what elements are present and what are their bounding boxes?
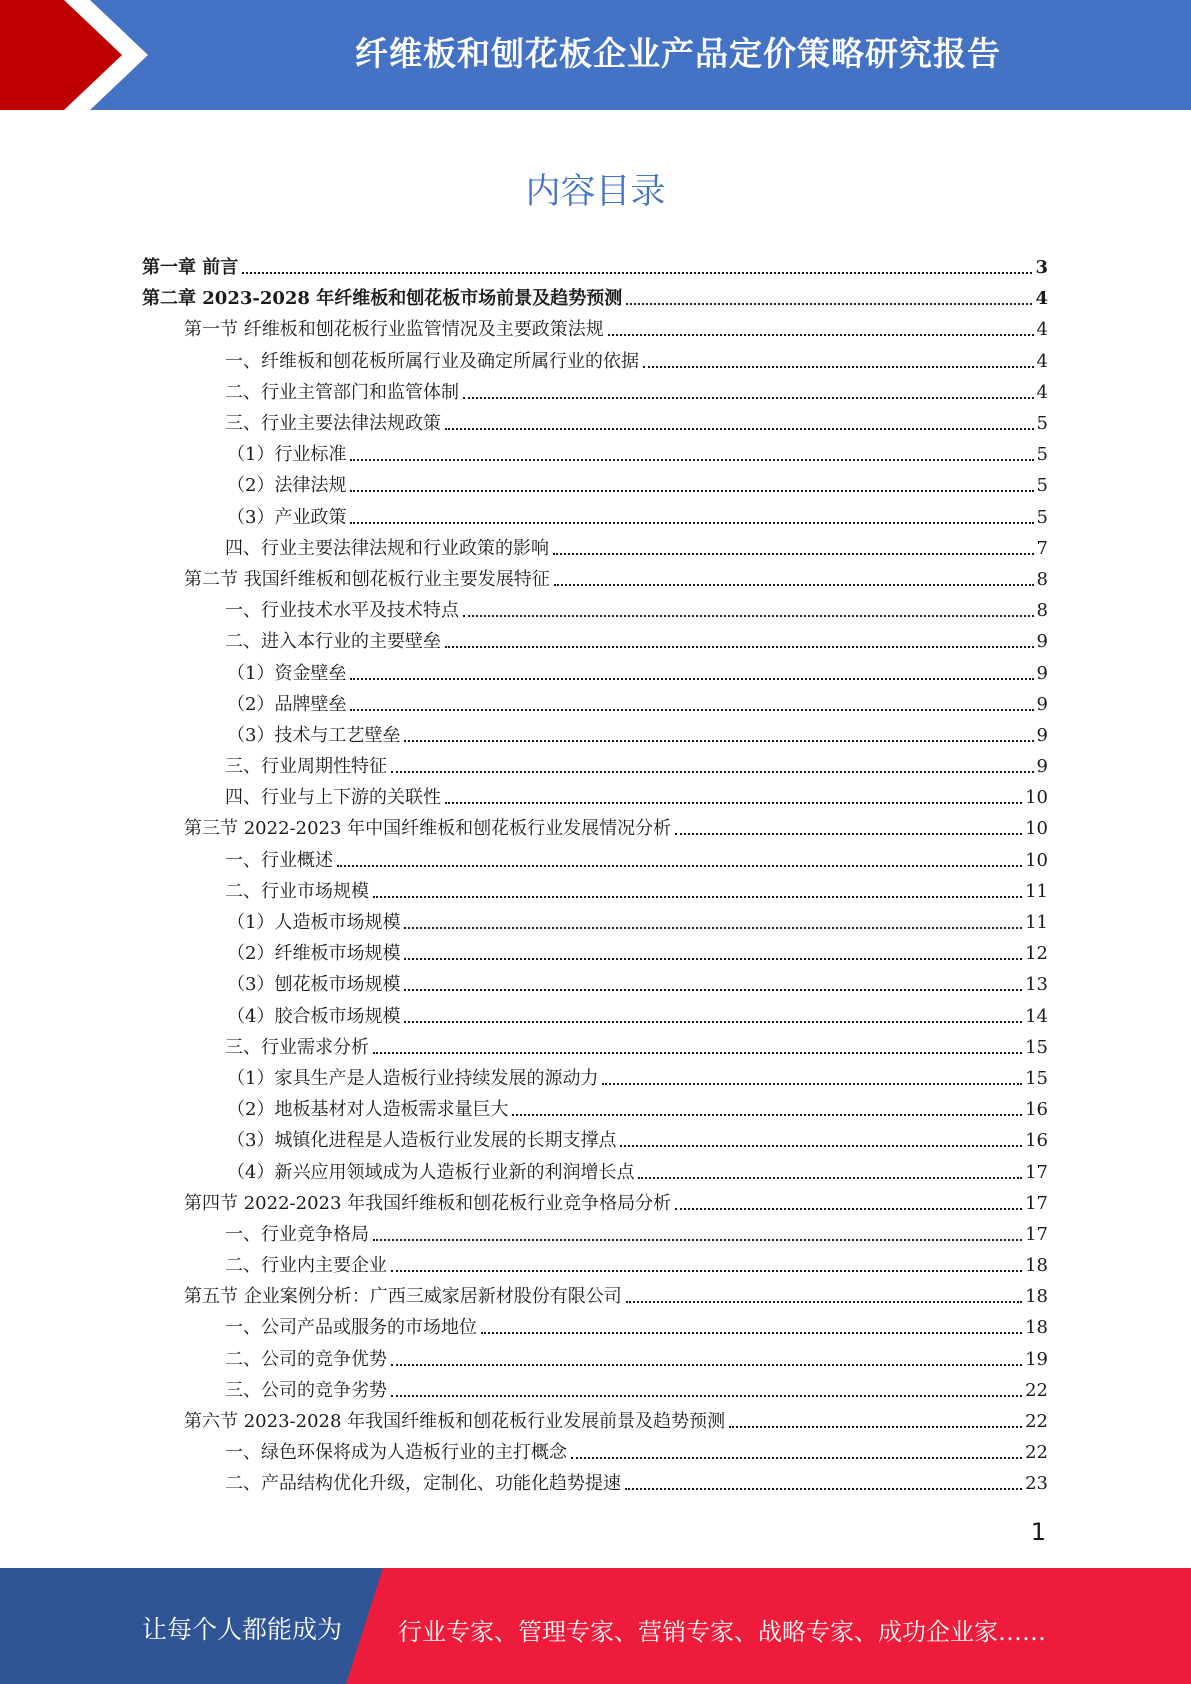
toc-entry-title: （2）地板基材对人造板需求量巨大	[227, 1099, 509, 1121]
toc-dot-leader	[602, 1082, 1022, 1085]
toc-dot-leader	[554, 583, 1034, 586]
toc-entry[interactable]	[142, 720, 1048, 751]
toc-entry-page: 5	[1036, 444, 1048, 466]
toc-entry[interactable]	[142, 502, 1048, 533]
toc-entry[interactable]	[142, 907, 1048, 938]
toc-entry-title: （2）品牌壁垒	[227, 693, 347, 715]
toc-entry[interactable]	[142, 1437, 1048, 1468]
toc-entry[interactable]	[142, 1094, 1048, 1125]
toc-entry-page: 15	[1025, 1036, 1048, 1058]
toc-entry[interactable]	[142, 782, 1048, 813]
toc-entry-title: 二、行业市场规模	[225, 880, 369, 902]
toc-entry-page: 22	[1025, 1411, 1048, 1433]
toc-entry[interactable]	[142, 314, 1048, 345]
toc-entry[interactable]	[142, 1219, 1048, 1250]
toc-entry-page: 5	[1036, 475, 1048, 497]
toc-dot-leader	[512, 1113, 1022, 1116]
toc-dot-leader	[404, 957, 1022, 960]
toc-entry[interactable]	[142, 1250, 1048, 1281]
footer-slogan-left: 让每个人都能成为	[142, 1615, 343, 1644]
toc-entry-page: 17	[1025, 1192, 1048, 1214]
toc-entry-page: 13	[1025, 974, 1048, 996]
toc-entry[interactable]	[142, 876, 1048, 907]
toc-dot-leader	[675, 832, 1022, 835]
toc-entry-title: 第二章 2023-2028 年纤维板和刨花板市场前景及趋势预测	[142, 288, 623, 310]
toc-entry-title: 三、行业周期性特征	[225, 756, 387, 778]
toc-dot-leader	[445, 645, 1034, 648]
toc-entry[interactable]	[142, 439, 1048, 470]
toc-entry-page: 23	[1025, 1473, 1048, 1495]
toc-entry-page: 10	[1025, 787, 1048, 809]
toc-entry-title: （1）资金壁垒	[227, 662, 347, 684]
table-of-contents	[142, 252, 1048, 1500]
toc-entry-page: 12	[1025, 943, 1048, 965]
toc-entry-page: 15	[1025, 1067, 1048, 1089]
toc-entry-title: （3）刨花板市场规模	[227, 974, 401, 996]
toc-entry[interactable]	[142, 1156, 1048, 1187]
toc-dot-leader	[625, 1487, 1022, 1490]
toc-dot-leader	[626, 1300, 1022, 1303]
toc-dot-leader	[445, 801, 1022, 804]
toc-heading: 内容目录	[525, 172, 666, 212]
toc-entry[interactable]	[142, 813, 1048, 844]
toc-entry-title: （4）新兴应用领域成为人造板行业新的利润增长点	[227, 1161, 635, 1183]
toc-entry-title: 一、绿色环保将成为人造板行业的主打概念	[225, 1442, 567, 1464]
toc-entry[interactable]	[142, 1406, 1048, 1437]
toc-dot-leader	[729, 1425, 1022, 1428]
toc-entry[interactable]	[142, 252, 1048, 283]
toc-entry-title: （1）行业标准	[227, 444, 347, 466]
toc-dot-leader	[404, 1020, 1022, 1023]
toc-entry-page: 7	[1036, 537, 1048, 559]
toc-dot-leader	[571, 1456, 1022, 1459]
toc-dot-leader	[373, 1051, 1022, 1054]
header-banner	[0, 0, 1191, 110]
toc-dot-leader	[445, 427, 1034, 430]
toc-entry-title: 二、进入本行业的主要壁垒	[225, 631, 441, 653]
toc-dot-leader	[608, 333, 1034, 336]
toc-entry[interactable]	[142, 1312, 1048, 1343]
toc-entry-title: （2）纤维板市场规模	[227, 943, 401, 965]
toc-dot-leader	[350, 521, 1033, 524]
report-title: 纤维板和刨花板企业产品定价策略研究报告	[355, 34, 1001, 73]
toc-dot-leader	[638, 1176, 1022, 1179]
toc-entry[interactable]	[142, 626, 1048, 657]
toc-entry-page: 11	[1025, 880, 1048, 902]
toc-entry-page: 16	[1025, 1130, 1048, 1152]
toc-entry-page: 19	[1025, 1348, 1048, 1370]
toc-dot-leader	[463, 614, 1034, 617]
toc-entry-page: 4	[1036, 319, 1048, 341]
toc-entry-page: 9	[1036, 631, 1048, 653]
toc-entry-title: 一、行业竞争格局	[225, 1223, 369, 1245]
toc-entry-page: 5	[1036, 506, 1048, 528]
toc-entry[interactable]	[142, 1281, 1048, 1312]
toc-entry-page: 9	[1036, 756, 1048, 778]
toc-entry-title: 第四节 2022-2023 年我国纤维板和刨花板行业竞争格局分析	[184, 1192, 672, 1214]
toc-entry[interactable]	[142, 346, 1048, 377]
toc-entry[interactable]	[142, 408, 1048, 439]
toc-entry-page: 11	[1025, 912, 1048, 934]
toc-dot-leader	[626, 302, 1032, 305]
toc-entry-page: 10	[1025, 849, 1048, 871]
toc-dot-leader	[553, 552, 1034, 555]
toc-dot-leader	[404, 988, 1022, 991]
toc-entry[interactable]	[142, 1375, 1048, 1406]
toc-dot-leader	[350, 458, 1033, 461]
toc-entry-title: 二、公司的竞争优势	[225, 1348, 387, 1370]
footer-banner	[0, 1568, 1191, 1684]
toc-entry-title: （3）产业政策	[227, 506, 347, 528]
toc-entry[interactable]	[142, 938, 1048, 969]
toc-entry-title: （1）家具生产是人造板行业持续发展的源动力	[227, 1067, 599, 1089]
toc-entry-page: 18	[1025, 1286, 1048, 1308]
toc-entry[interactable]	[142, 689, 1048, 720]
toc-entry-title: 第六节 2023-2028 年我国纤维板和刨花板行业发展前景及趋势预测	[184, 1411, 726, 1433]
toc-entry-page: 8	[1036, 600, 1048, 622]
toc-entry-page: 17	[1025, 1223, 1048, 1245]
toc-entry[interactable]	[142, 377, 1048, 408]
toc-entry-title: 三、行业需求分析	[225, 1036, 369, 1058]
toc-entry[interactable]	[142, 1468, 1048, 1499]
toc-entry-title: （4）胶合板市场规模	[227, 1005, 401, 1027]
toc-entry[interactable]	[142, 1001, 1048, 1032]
toc-entry-title: 四、行业与上下游的关联性	[225, 787, 441, 809]
toc-entry-page: 18	[1025, 1317, 1048, 1339]
toc-dot-leader	[463, 396, 1034, 399]
toc-dot-leader	[350, 708, 1033, 711]
toc-entry-page: 3	[1035, 257, 1048, 279]
toc-entry[interactable]	[142, 1125, 1048, 1156]
toc-entry[interactable]	[142, 533, 1048, 564]
toc-entry-page: 22	[1025, 1442, 1048, 1464]
toc-entry-title: 第三节 2022-2023 年中国纤维板和刨花板行业发展情况分析	[184, 818, 672, 840]
toc-entry-page: 5	[1036, 413, 1048, 435]
page-number: 1	[1030, 1518, 1046, 1546]
toc-entry-title: 一、行业技术水平及技术特点	[225, 600, 459, 622]
toc-entry-page: 10	[1025, 818, 1048, 840]
toc-entry[interactable]	[142, 845, 1048, 876]
toc-entry[interactable]	[142, 470, 1048, 501]
toc-dot-leader	[373, 1238, 1022, 1241]
toc-dot-leader	[373, 895, 1022, 898]
toc-entry-page: 8	[1036, 568, 1048, 590]
toc-entry-title: 三、行业主要法律法规政策	[225, 413, 441, 435]
toc-entry-page: 9	[1036, 662, 1048, 684]
toc-entry[interactable]	[142, 564, 1048, 595]
toc-entry-title: （3）技术与工艺壁垒	[227, 724, 401, 746]
toc-entry-page: 17	[1025, 1161, 1048, 1183]
toc-entry[interactable]	[142, 751, 1048, 782]
toc-entry-title: 第二节 我国纤维板和刨花板行业主要发展特征	[184, 568, 550, 590]
toc-dot-leader	[242, 271, 1032, 274]
toc-entry-title: 第一章 前言	[142, 257, 239, 279]
toc-entry[interactable]	[142, 283, 1048, 314]
toc-entry[interactable]	[142, 1032, 1048, 1063]
toc-entry-title: 一、行业概述	[225, 849, 333, 871]
toc-dot-leader	[481, 1331, 1022, 1334]
toc-entry-page: 14	[1025, 1005, 1048, 1027]
toc-entry[interactable]	[142, 1063, 1048, 1094]
toc-entry-page: 22	[1025, 1379, 1048, 1401]
footer-slogan-right: 行业专家、管理专家、营销专家、战略专家、成功企业家……	[398, 1618, 1046, 1646]
toc-dot-leader	[620, 1144, 1022, 1147]
toc-dot-leader	[404, 926, 1022, 929]
toc-entry[interactable]	[142, 1344, 1048, 1375]
toc-entry-title: （2）法律法规	[227, 475, 347, 497]
toc-dot-leader	[391, 1394, 1022, 1397]
toc-entry-page: 4	[1036, 381, 1048, 403]
toc-dot-leader	[404, 739, 1033, 742]
toc-entry-title: 四、行业主要法律法规和行业政策的影响	[225, 537, 549, 559]
toc-entry-title: 二、行业内主要企业	[225, 1255, 387, 1277]
toc-dot-leader	[337, 864, 1022, 867]
toc-entry-page: 16	[1025, 1099, 1048, 1121]
toc-entry-page: 18	[1025, 1255, 1048, 1277]
toc-entry-title: 第五节 企业案例分析：广西三威家居新材股份有限公司	[184, 1286, 622, 1308]
toc-entry-title: （3）城镇化进程是人造板行业发展的长期支撑点	[227, 1130, 617, 1152]
toc-entry-page: 9	[1036, 724, 1048, 746]
toc-dot-leader	[391, 770, 1034, 773]
toc-entry-page: 9	[1036, 693, 1048, 715]
toc-entry-title: 一、纤维板和刨花板所属行业及确定所属行业的依据	[225, 350, 639, 372]
toc-entry-page: 4	[1036, 350, 1048, 372]
toc-entry-title: 三、公司的竞争劣势	[225, 1379, 387, 1401]
toc-dot-leader	[391, 1363, 1022, 1366]
toc-entry-title: 一、公司产品或服务的市场地位	[225, 1317, 477, 1339]
toc-entry[interactable]	[142, 595, 1048, 626]
toc-entry-page: 4	[1035, 288, 1048, 310]
toc-entry-title: （1）人造板市场规模	[227, 912, 401, 934]
toc-dot-leader	[643, 365, 1034, 368]
toc-entry[interactable]	[142, 657, 1048, 688]
toc-dot-leader	[350, 677, 1033, 680]
toc-entry[interactable]	[142, 969, 1048, 1000]
toc-dot-leader	[391, 1269, 1022, 1272]
toc-entry-title: 二、行业主管部门和监管体制	[225, 381, 459, 403]
toc-dot-leader	[350, 489, 1033, 492]
toc-entry-title: 二、产品结构优化升级，定制化、功能化趋势提速	[225, 1473, 621, 1495]
toc-entry[interactable]	[142, 1188, 1048, 1219]
toc-entry-title: 第一节 纤维板和刨花板行业监管情况及主要政策法规	[184, 319, 604, 341]
toc-dot-leader	[675, 1207, 1022, 1210]
